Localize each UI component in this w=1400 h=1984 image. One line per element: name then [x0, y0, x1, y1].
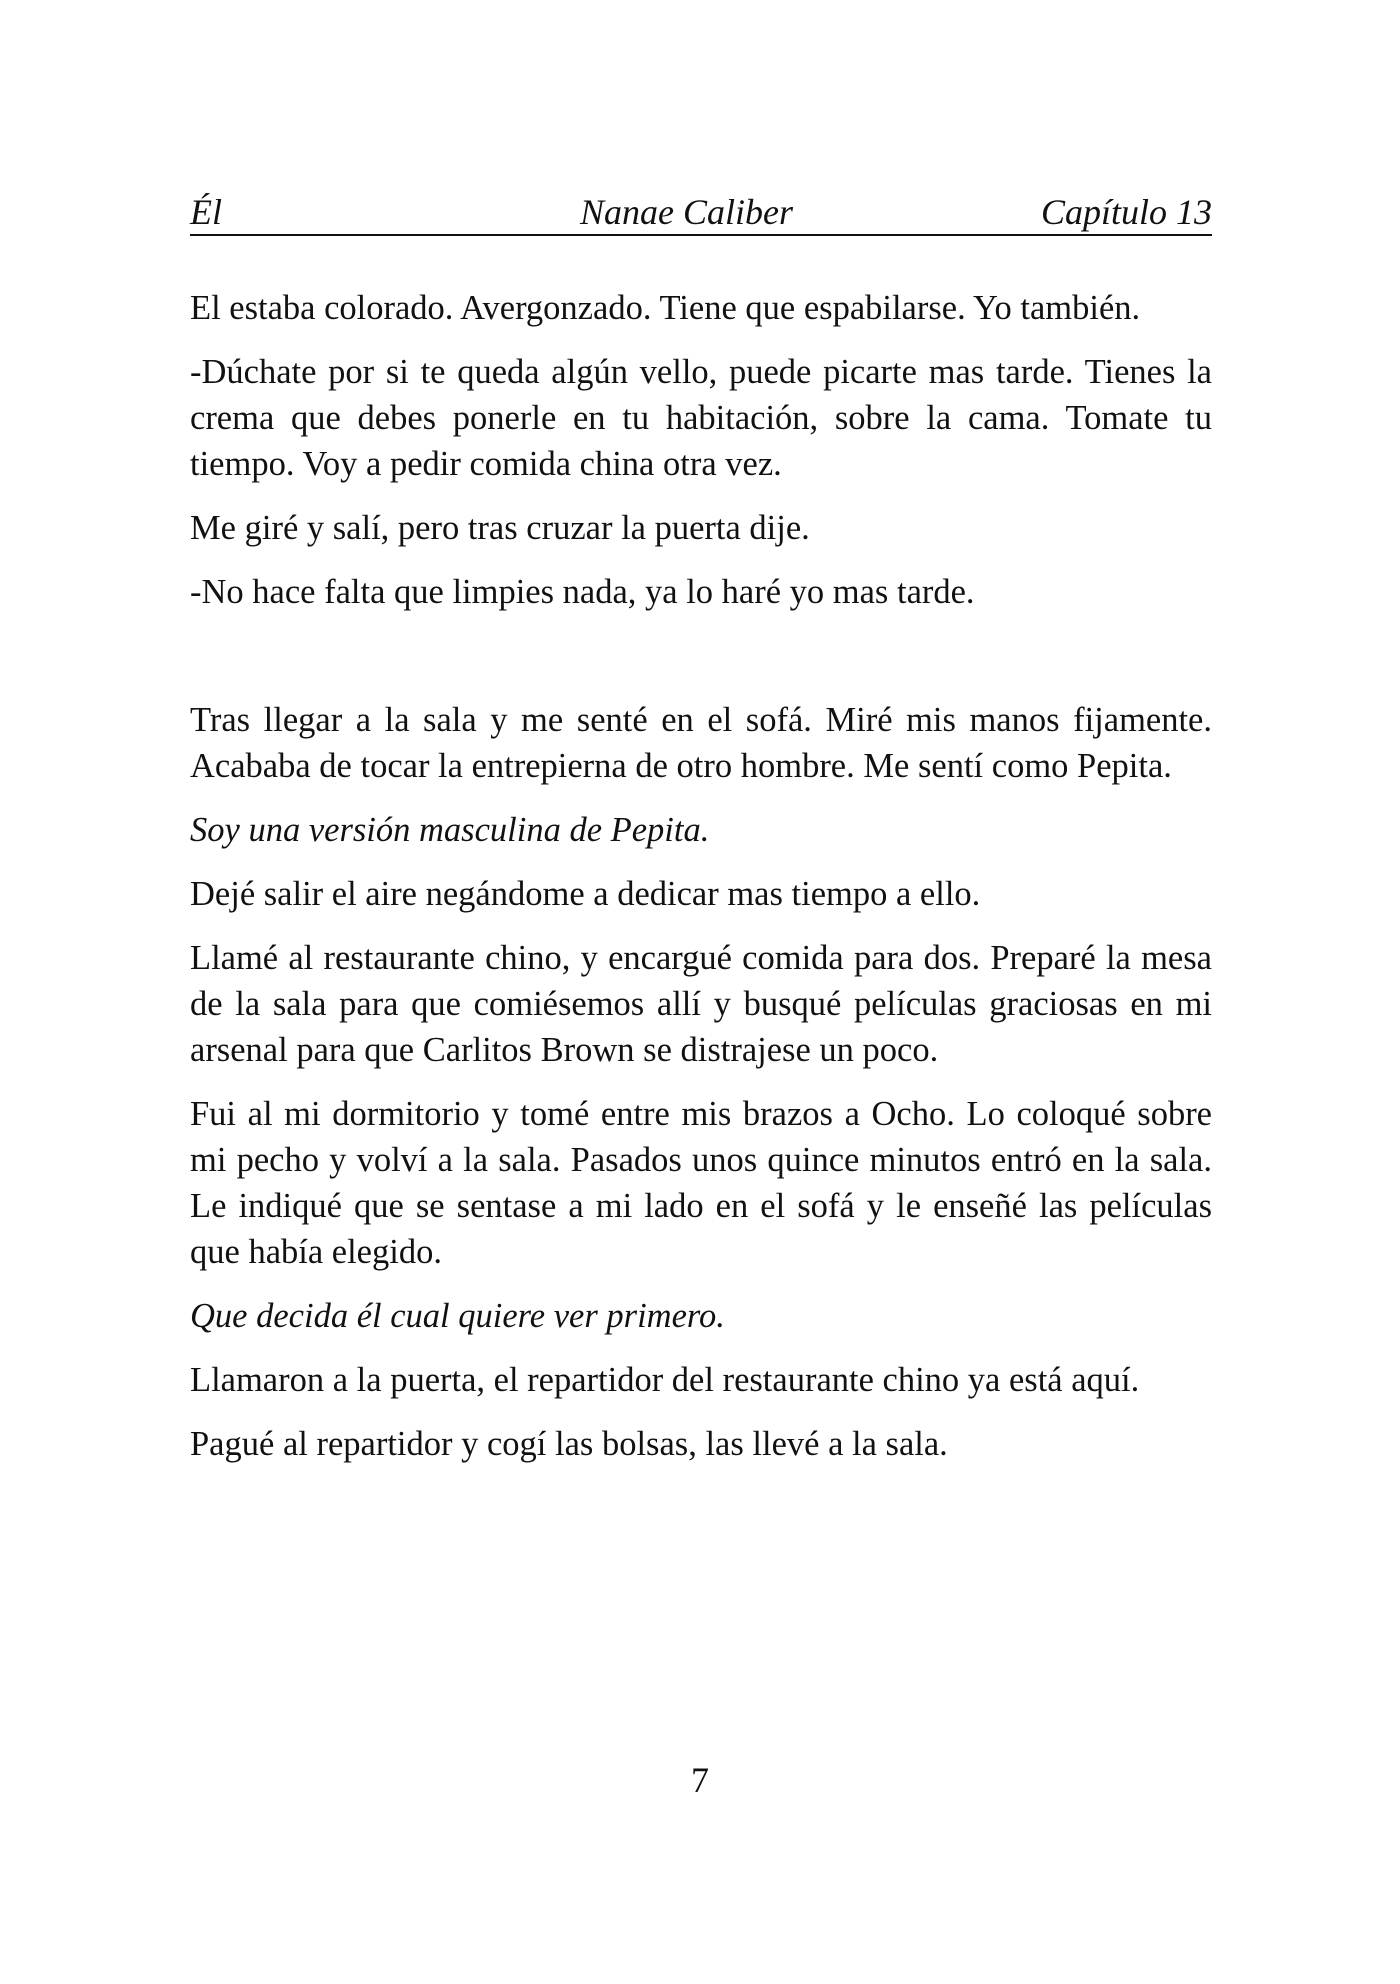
page-number: 7 — [691, 1760, 709, 1800]
paragraph-thought: Soy una versión masculina de Pepita. — [190, 811, 710, 849]
paragraph-thought: Que decida él cual quiere ver primero. — [190, 1297, 725, 1335]
paragraph: Me giré y salí, pero tras cruzar la puerta dije. — [190, 509, 810, 547]
header-author: Nanae Caliber — [580, 192, 793, 232]
header-book-title: Él — [190, 192, 222, 232]
body-text — [190, 285, 1212, 1485]
paragraph: El estaba colorado. Avergonzado. Tiene que espabilarse. Yo también. — [190, 289, 1141, 327]
paragraph: Llamaron a la puerta, el repartidor del restaurante chino ya está aquí. — [190, 1361, 1140, 1399]
paragraph: Fui al mi dormitorio y tomé entre mis brazos a Ocho. Lo coloqué sobre mi pecho y volví a la sala. Pasados unos quince minutos entró en la sala. Le indiqué que se sentase a mi lado en el sofá y le enseñé las películas que había elegido. — [190, 1095, 1212, 1271]
paragraph: Pagué al repartidor y cogí las bolsas, las llevé a la sala. — [190, 1425, 948, 1463]
header-chapter: Capítulo 13 — [1040, 192, 1212, 232]
paragraph: Llamé al restaurante chino, y encargué comida para dos. Preparé la mesa de la sala para que comiésemos allí y busqué películas graciosas en mi arsenal para que Carlitos Brown se distrajese un poco. — [190, 939, 1212, 1069]
paragraph: Tras llegar a la sala y me senté en el sofá. Miré mis manos fijamente. Acababa de tocar la entrepierna de otro hombre. Me sentí como Pepita. — [190, 701, 1212, 785]
paragraph: -Dúchate por si te queda algún vello, puede picarte mas tarde. Tienes la crema que debes ponerle en tu habitación, sobre la cama. Tomate tu tiempo. Voy a pedir comida china otra vez. — [190, 353, 1212, 483]
paragraph: Dejé salir el aire negándome a dedicar mas tiempo a ello. — [190, 875, 981, 913]
running-header — [190, 190, 1212, 236]
paragraph: -No hace falta que limpies nada, ya lo haré yo mas tarde. — [190, 573, 975, 611]
